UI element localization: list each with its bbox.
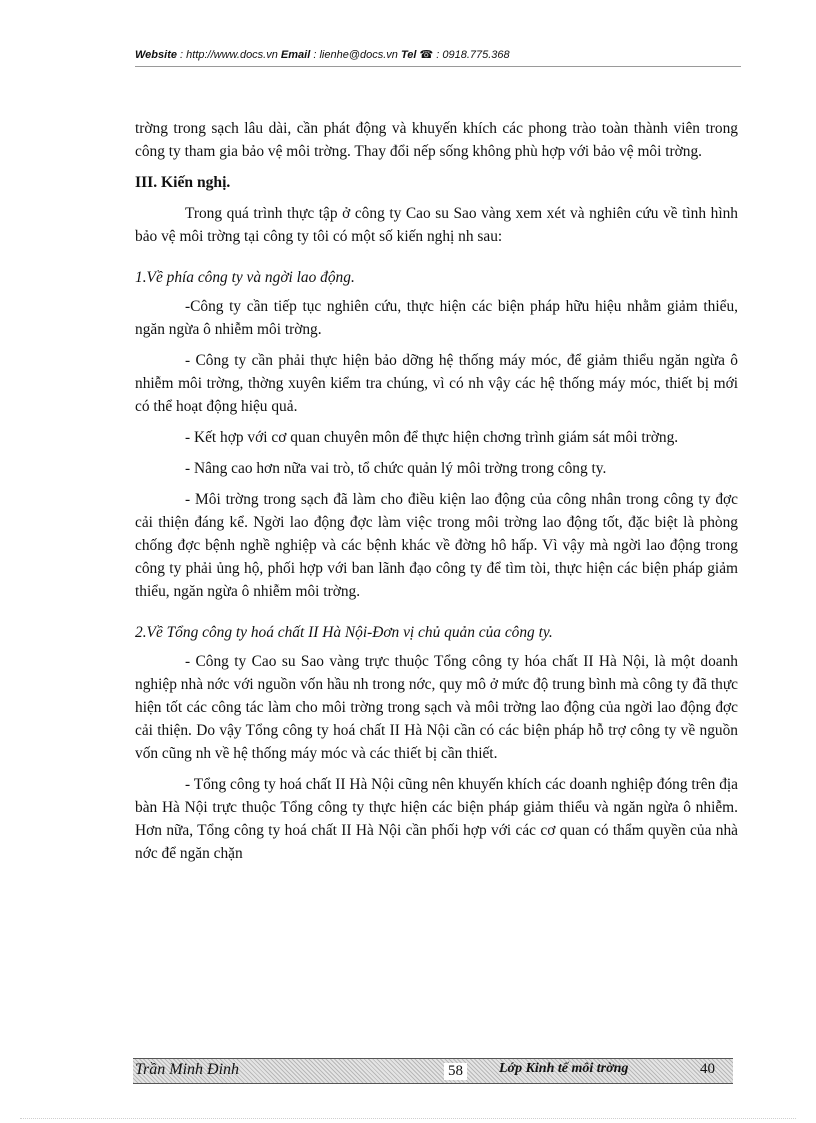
paragraph: - Nâng cao hơn nữa vai trò, tổ chức quản lý môi trờng trong công ty. xyxy=(185,460,607,477)
subsection-heading: 2.Về Tổng công ty hoá chất II Hà Nội-Đơn vị chủ quản của công ty. xyxy=(135,624,553,641)
website-url[interactable]: : http://www.docs.vn xyxy=(176,49,281,61)
page-edge-divider xyxy=(20,1118,796,1119)
tel-label: Tel xyxy=(400,49,420,61)
footer-class: Lớp Kinh tế môi trờng xyxy=(499,1061,629,1076)
paragraph: - Công ty cần phải thực hiện bảo dỡng hệ thống máy móc, để giảm thiểu ngăn ngừa ô nhiễm môi trờng, thờng xuyên kiểm tra chúng, vì có nh vậy các hệ thống máy móc, thiết bị mới có thể hoạt động hiệu quả. xyxy=(135,352,738,415)
page-number: 58 xyxy=(444,1063,467,1080)
page-footer xyxy=(133,1058,733,1084)
paragraph: - Tổng công ty hoá chất II Hà Nội cũng nên khuyến khích các doanh nghiệp đóng trên địa bàn Hà Nội trực thuộc Tổng công ty thực hiện các biện pháp giảm thiểu và ngăn ngừa ô nhiễm. Hơn nữa, Tổng công ty hoá chất II Hà Nội cần phối hợp với các cơ quan có thẩm quyền của nhà nớc để ngăn chặn xyxy=(135,776,738,862)
subsection-heading: 1.Về phía công ty và ngời lao động. xyxy=(135,269,355,286)
tel-number: : 0918.775.368 xyxy=(433,49,510,61)
section-heading: III. Kiến nghị. xyxy=(135,174,231,191)
paragraph: Trong quá trình thực tập ở công ty Cao su Sao vàng xem xét và nghiên cứu về tình hình bảo vệ môi trờng tại công ty tôi có một số kiến nghị nh sau: xyxy=(135,205,738,245)
email-address[interactable]: : lienhe@docs.vn xyxy=(310,49,401,61)
footer-class-number: 40 xyxy=(700,1061,715,1077)
paragraph: -Công ty cần tiếp tục nghiên cứu, thực hiện các biện pháp hữu hiệu nhằm giảm thiểu, ngăn ngừa ô nhiễm môi trờng. xyxy=(135,298,738,338)
document-body xyxy=(135,117,738,873)
paragraph: - Môi trờng trong sạch đã làm cho điều kiện lao động của công nhân trong công ty đợc cải thiện đáng kể. Ngời lao động đợc làm việc trong môi trờng lao động tốt, đặc biệt là phòng chống đợc bệnh nghề nghiệp và các bệnh khác về đờng hô hấp. Vì vậy mà ngời lao động trong công ty phải ủng hộ, phối hợp với ban lãnh đạo công ty để tìm tòi, thực hiện các biện pháp giảm thiểu, ngăn ngừa ô nhiễm môi trờng. xyxy=(135,491,738,600)
footer-author: Trần Minh Đinh xyxy=(135,1061,240,1078)
page-header xyxy=(135,48,741,61)
paragraph: trờng trong sạch lâu dài, cần phát động và khuyến khích các phong trào toàn thành viên trong công ty tham gia bảo vệ môi trờng. Thay đổi nếp sống không phù hợp với bảo vệ môi trờng. xyxy=(135,120,738,160)
website-label: Website xyxy=(135,49,177,61)
phone-icon: ☎ xyxy=(419,49,434,61)
paragraph: - Kết hợp với cơ quan chuyên môn để thực hiện chơng trình giám sát môi trờng. xyxy=(185,429,679,446)
paragraph: - Công ty Cao su Sao vàng trực thuộc Tổng công ty hóa chất II Hà Nội, là một doanh nghiệp nhà nớc với nguồn vốn hầu nh trong nớc, quy mô ở mức độ trung bình mà công ty đã thực hiện tốt các công tác làm cho môi trờng trong sạch và môi trờng lao động của ngời lao động đợc cải thiện. Do vậy Tổng công ty hoá chất II Hà Nội cần có các biện pháp hỗ trợ công ty về nguồn vốn cũng nh về hệ thống máy móc và các thiết bị cần thiết. xyxy=(135,653,738,762)
email-label: Email xyxy=(280,49,311,61)
header-divider xyxy=(135,66,741,67)
